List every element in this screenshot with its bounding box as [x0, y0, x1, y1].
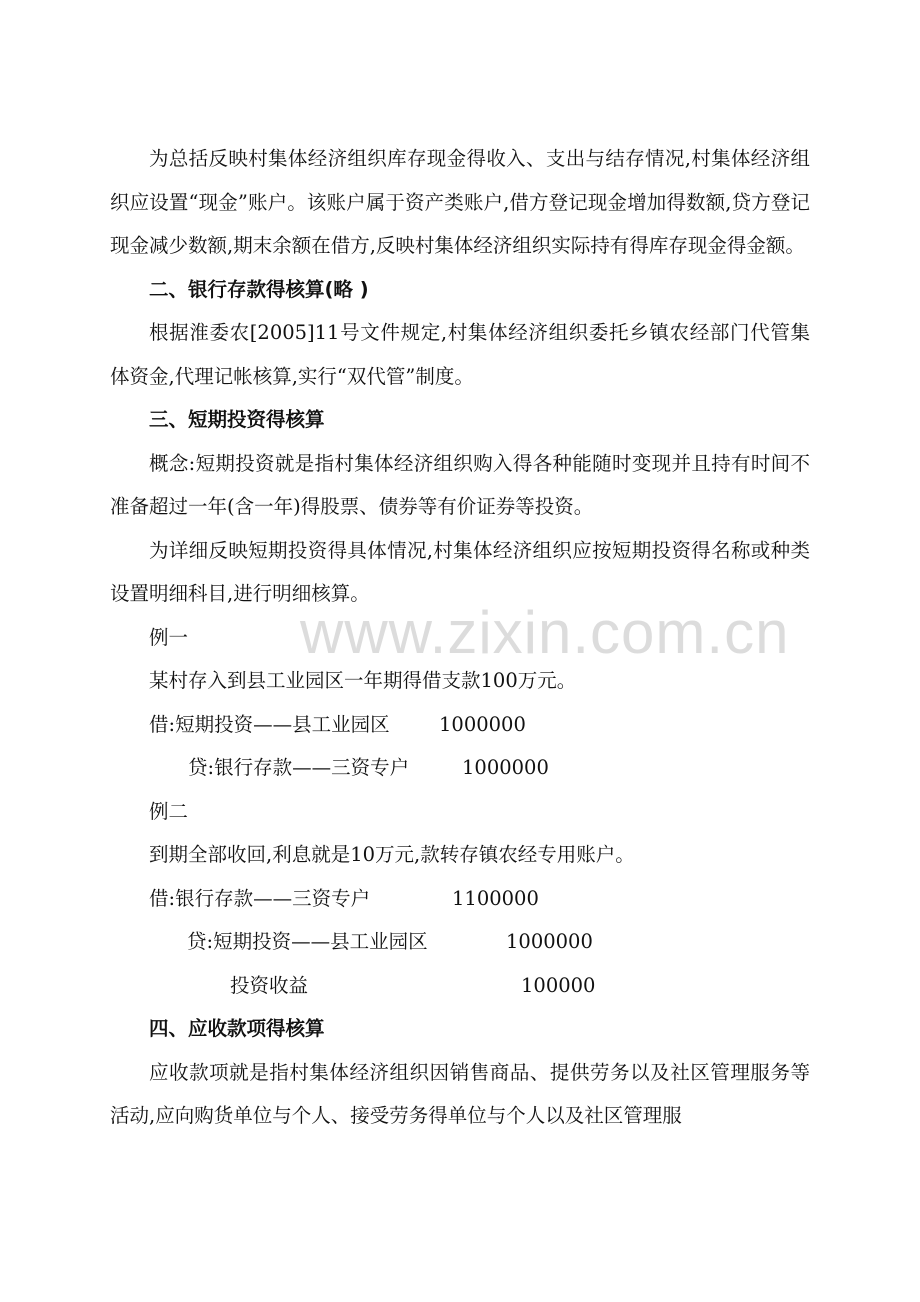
example-one-label: 例一: [149, 625, 189, 649]
journal-entry-amount: 1000000: [439, 712, 526, 736]
journal-entry-amount: 100000: [521, 973, 596, 997]
journal-entry-account: 投资收益: [230, 973, 309, 997]
heading-short-term-investment: 三、短期投资得核算: [149, 408, 325, 431]
paragraph-investment-detail: 为详细反映短期投资得具体情况,村集体经济组织应按短期投资得名称或种类设置明细科目,进行明细核算。: [110, 538, 810, 605]
journal-entry-credit-1: [110, 746, 810, 790]
paragraph-cash-account: 为总括反映村集体经济组织库存现金得收入、支出与结存情况,村集体经济组织应设置“现金”账户。该账户属于资产类账户,借方登记现金增加得数额,贷方登记现金减少数额,期末余额在借方,反映村集体经济组织实际持有得库存现金得金额。: [110, 147, 810, 257]
paragraph-investment-concept: 概念:短期投资就是指村集体经济组织购入得各种能随时变现并且持有时间不准备超过一年(含一年)得股票、债券等有价证券等投资。: [110, 451, 810, 518]
journal-entry-debit-2: [110, 877, 810, 921]
paragraph-bank-deposit: 根据淮委农[2005]11号文件规定,村集体经济组织委托乡镇农经部门代管集体资金,代理记帐核算,实行“双代管”制度。: [110, 321, 810, 388]
journal-entry-account: 贷:银行存款——三资专户: [188, 756, 410, 779]
paragraph-receivables: 应收款项就是指村集体经济组织因销售商品、提供劳务以及社区管理服务等活动,应向购货单位与个人、接受劳务得单位与个人以及社区管理服: [110, 1060, 810, 1127]
example-two-description: 到期全部收回,利息就是10万元,款转存镇农经专用账户。: [149, 843, 635, 866]
watermark-text: www.zixin.com.cn: [300, 599, 790, 666]
journal-entry-amount: 1000000: [506, 930, 593, 953]
document-body: [110, 137, 810, 1138]
journal-entry-account: 借:银行存款——三资专户: [149, 886, 371, 910]
heading-receivables: 四、应收款项得核算: [149, 1017, 325, 1040]
example-two-label: 例二: [149, 799, 189, 823]
journal-entry-amount: 1000000: [462, 756, 549, 779]
heading-bank-deposit: 二、银行存款得核算(略 ): [149, 277, 369, 301]
journal-entry-account: 贷:短期投资——县工业园区: [187, 930, 428, 953]
example-one-description: 某村存入到县工业园区一年期得借支款100万元。: [149, 669, 577, 692]
journal-entry-debit-1: [110, 703, 810, 747]
journal-entry-amount: 1100000: [452, 886, 539, 910]
journal-entry-credit-3: [110, 964, 810, 1008]
journal-entry-credit-2: [110, 920, 810, 964]
journal-entry-account: 借:短期投资——县工业园区: [149, 712, 390, 736]
